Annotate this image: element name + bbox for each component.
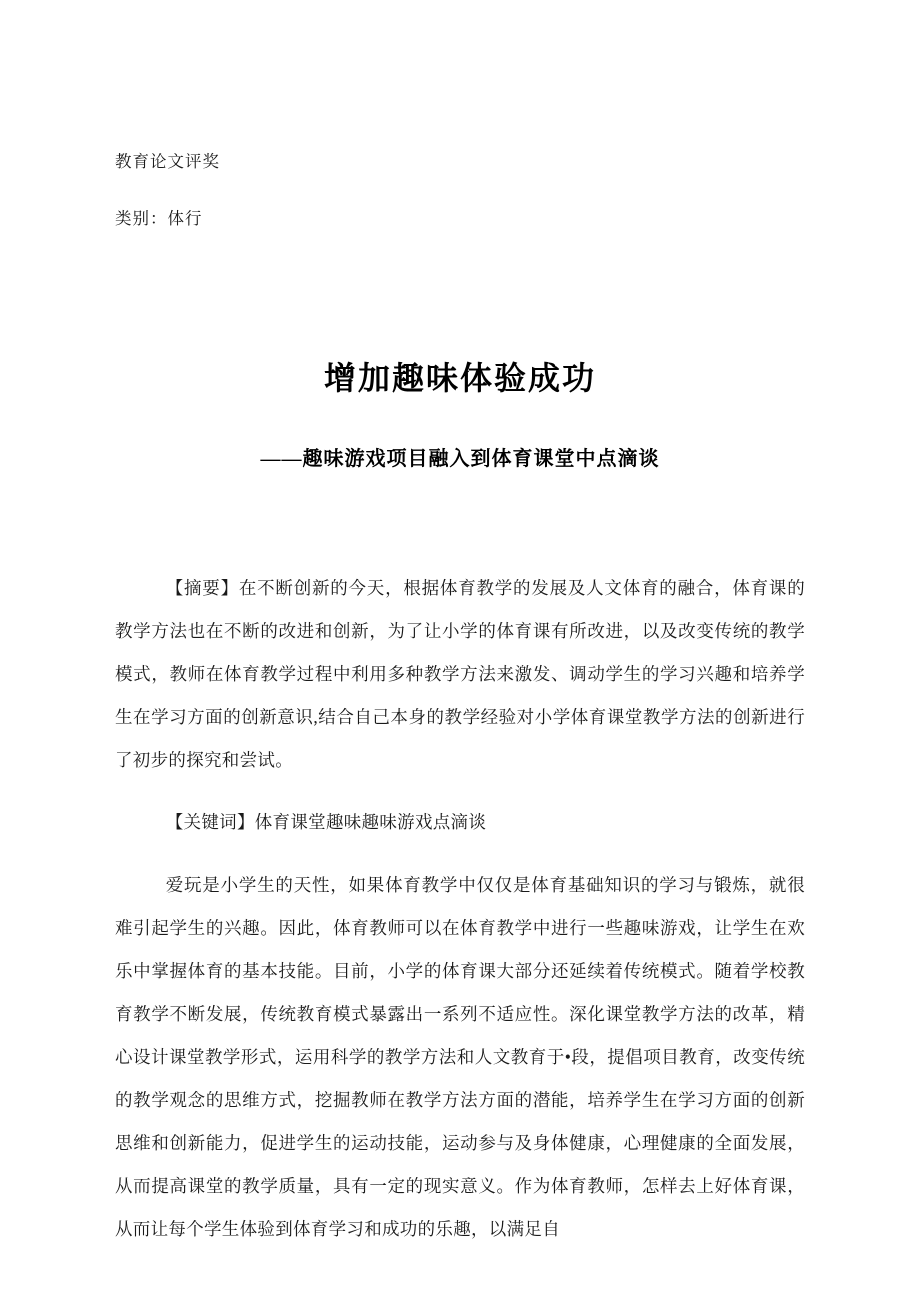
body-paragraph: 爱玩是小学生的天性，如果体育教学中仅仅是体育基础知识的学习与锻炼，就很难引起学生的兴趣。因此，体育教师可以在体育教学中进行一些趣味游戏，让学生在欢乐中掌握体育的基本技能。目前，小学的体育课大部分还延续着传统模式。随着学校教育教学不断发展，传统教育模式暴露出一系列不适应性。深化课堂教学方法的改革，精心设计课堂教学形式，运用科学的教学方法和人文教育于•段，提倡项目教育，改变传统的教学观念的思维方式，挖掘教师在教学方法方面的潜能，培养学生在学习方面的创新思维和创新能力，促进学生的运动技能，运动参与及身体健康，心理健康的全面发展，从而提高课堂的教学质量，具有一定的现实意义。作为体育教师，怎样去上好体育课，从而让每个学生体验到体育学习和成功的乐趣，以满足自 [115, 875, 805, 1239]
abstract-paragraph: 【摘要】在不断创新的今天，根据体育教学的发展及人文体育的融合，体育课的教学方法也在不断的改进和创新，为了让小学的体育课有所改进，以及改变传统的教学模式，教师在体育教学过程中利用多种教学方法来激发、调动学生的学习兴趣和培养学生在学习方面的创新意识,结合自己本身的教学经验对小学体育课堂教学方法的创新进行了初步的探究和尝试。 [115, 578, 805, 770]
document-subtitle: ——趣味游戏项目融入到体育课堂中点滴谈 [260, 448, 660, 470]
keywords-line: 【关键词】体育课堂趣味趣味游戏点滴谈 [165, 812, 487, 832]
document-title: 增加趣味体验成功 [323, 360, 596, 396]
award-label: 教育论文评奖 [115, 152, 220, 171]
category-label: 类别：体行 [115, 209, 203, 228]
